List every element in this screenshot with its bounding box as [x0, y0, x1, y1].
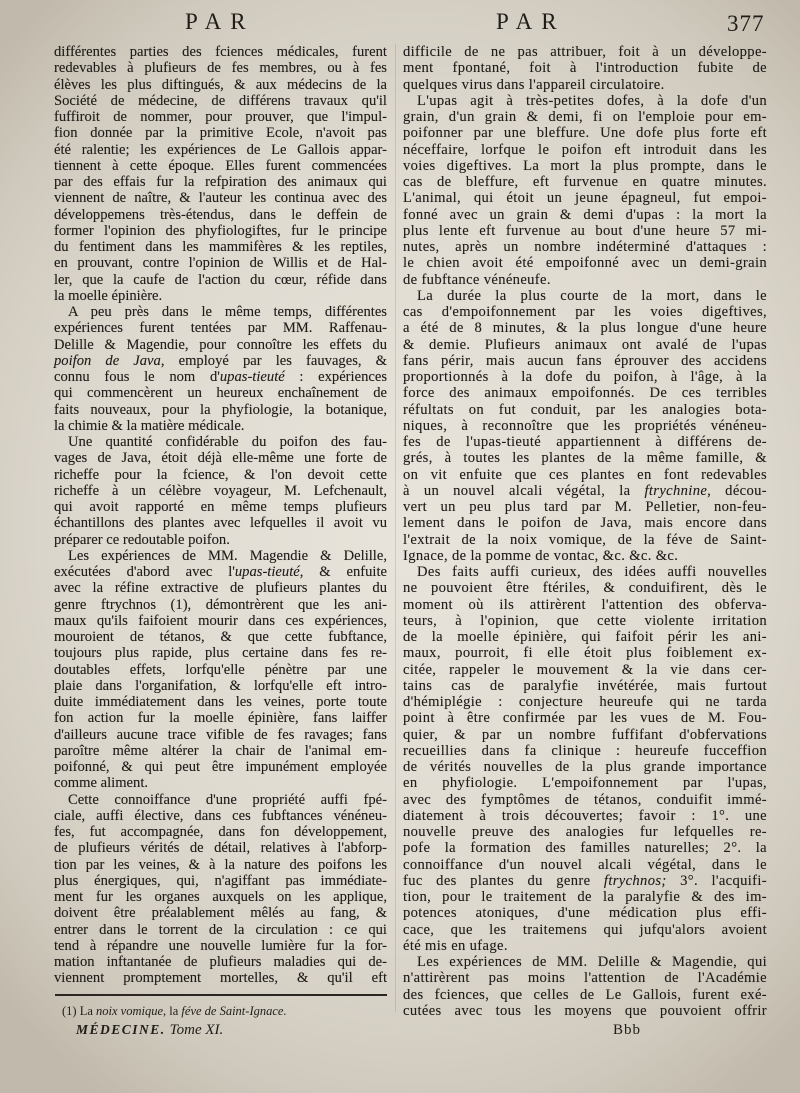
- text-line: [403, 532, 767, 548]
- line-text: réfultats on fut conduit, par les analogies bota-: [403, 401, 767, 418]
- line-text: le chien avoit été empoifonné avec un demi-grain: [403, 255, 767, 272]
- line-text: grés, à toutes les plantes de la même famille, &: [403, 450, 767, 467]
- line-text: été mis en ufage.: [403, 937, 508, 954]
- line-text: grain, d'un grain & demi, fi on l'emploie pour em-: [403, 109, 767, 125]
- text-line: [54, 369, 387, 385]
- text-line: [403, 158, 767, 174]
- line-text: de vérités nouvelles de la plus grande importance: [403, 759, 767, 775]
- italic-text: ftrychnos;: [603, 872, 667, 889]
- text-line: [54, 483, 387, 499]
- text-line: [54, 142, 387, 158]
- line-text: A peu près dans le même temps, différentes: [68, 304, 387, 320]
- text-line: [403, 710, 767, 726]
- line-text: genre ftrychnos (1), démontrèrent que les ani-: [54, 596, 387, 613]
- text-line: [403, 857, 767, 873]
- line-text: lement dans le poifon de Java, mais encore dans: [403, 515, 767, 532]
- text-line: [403, 905, 767, 921]
- text-line: [54, 857, 387, 873]
- line-text: cas d'empoifonnement par les voies digeftives,: [403, 304, 767, 320]
- running-head-left: PAR: [185, 9, 255, 34]
- page-number: 377: [727, 11, 765, 36]
- text-line: [54, 288, 387, 304]
- text-line: [403, 792, 767, 808]
- line-text: poifonner par une bleffure. Une dofe plus forte eft: [403, 125, 767, 142]
- text-line: [403, 337, 767, 353]
- line-text: [54, 353, 387, 369]
- text-line: [403, 548, 767, 564]
- line-text: ment fur les organes auxquels on les applique,: [54, 889, 387, 905]
- line-text: nouvelle preuve des analogies fur lefquelles re-: [403, 824, 767, 840]
- roman-text: , décou-: [707, 482, 767, 499]
- text-line: [54, 824, 387, 840]
- text-line: [403, 678, 767, 694]
- text-line: [403, 840, 767, 856]
- roman-text: exécutées d'abord avec l': [54, 564, 235, 580]
- text-line: [403, 93, 767, 109]
- text-line: [403, 223, 767, 239]
- line-text: quier, & par un nombre fuffifant d'obfervations: [403, 726, 767, 743]
- line-text: maux, pourroit, fi elle étoit plus foiblement ex-: [403, 645, 767, 662]
- line-text: [54, 564, 387, 580]
- text-line: [54, 532, 387, 548]
- line-text: richeffe pour la fcience, & l'on devoit cette: [54, 466, 387, 483]
- text-line: [54, 808, 387, 824]
- text-line: [54, 44, 387, 60]
- volume-number: Tome XI.: [169, 1022, 224, 1038]
- line-text: cace, que les traitemens qui jufqu'alors avoient: [403, 921, 767, 938]
- line-text: en phyfiologie. L'empoifonnement par l'upas,: [403, 775, 767, 792]
- text-line: [54, 970, 387, 986]
- text-line: [403, 970, 767, 986]
- line-text: mation inftantanée de plufieurs maladies qui de-: [54, 954, 387, 970]
- line-text: connoiffance d'un nouvel alcali végétal, dans le: [403, 856, 767, 873]
- text-line: [403, 272, 767, 288]
- text-line: [54, 613, 387, 629]
- text-line: [54, 580, 387, 596]
- italic-text: upas-tieuté: [219, 369, 285, 385]
- text-line: [403, 873, 767, 889]
- text-line: [54, 207, 387, 223]
- text-line: [54, 320, 387, 336]
- text-line: [403, 385, 767, 401]
- line-text: L'upas agit à très-petites dofes, à la dofe d'un: [417, 92, 767, 109]
- text-line: [54, 922, 387, 938]
- line-text: paroître même altérer la chair de l'animal em-: [54, 742, 387, 759]
- text-line: [54, 190, 387, 206]
- line-text: niques, à reconnoître que les propriétés vénéneu-: [403, 417, 767, 434]
- line-text: comme aliment.: [54, 775, 149, 792]
- line-text: de plufieurs vérités de détail, relatives à l'abforp-: [54, 840, 387, 857]
- line-text: la chimie & la matière médicale.: [54, 417, 245, 434]
- line-text: redevables à plufieurs de fes membres, ou à fes: [54, 60, 387, 77]
- line-text: potences atoniques, d'une médication plus effi-: [403, 905, 767, 922]
- line-text: néceffaire, lorfque le poifon eft introduit dans les: [403, 141, 767, 158]
- line-text: force des animaux empoifonnés. De ces terribles: [403, 385, 767, 402]
- line-text: difficile de ne pas attribuer, foit à un développe-: [403, 44, 767, 60]
- roman-text: , & enfuite: [299, 564, 387, 580]
- line-text: Ignace, de la pomme de vontac, &c. &c. &c.: [403, 547, 679, 564]
- line-text: mouroient de tétanos, & que cette fubftance,: [54, 629, 387, 645]
- line-text: développemens très-étendus, dans le deffein de: [54, 206, 387, 223]
- right-column: [403, 44, 767, 1019]
- line-text: recueillies dans fa clinique : heureufe fucceffion: [403, 742, 767, 759]
- text-line: [403, 450, 767, 466]
- text-line: [54, 645, 387, 661]
- line-text: moment où ils attirèrent l'attention des obferva-: [403, 596, 767, 613]
- line-text: quelques virus dans l'appareil circulatoire.: [403, 76, 665, 93]
- line-text: qui avoit rapporté en même temps plufieurs: [54, 499, 387, 515]
- line-text: maux qu'ils faifoient mourir dans ces expériences,: [54, 612, 387, 629]
- italic-text: ftrychnine: [644, 482, 708, 499]
- running-head-right: PAR: [496, 9, 566, 34]
- line-text: qui commencèrent un heureux enchaînement de: [54, 385, 387, 402]
- line-text: former l'opinion des phyfiologiftes, fur le principe: [54, 222, 387, 239]
- line-text: élèves les plus diftingués, & aux médecins de la: [54, 76, 387, 93]
- text-line: [54, 255, 387, 271]
- line-text: fion donnée par la primitive Ecole, n'avoit pas: [54, 125, 387, 142]
- line-text: d'ailleurs aucune trace vifible de fes ravages; fans: [54, 726, 387, 743]
- text-line: [54, 515, 387, 531]
- roman-text: , employé par les fauvages, &: [160, 352, 387, 369]
- italic-text: poifon de Java: [54, 352, 161, 369]
- text-line: [403, 613, 767, 629]
- text-line: [403, 434, 767, 450]
- roman-text: 3°. l'acquifi-: [666, 872, 767, 889]
- line-text: doivent être préalablement mêlés au fang, &: [54, 905, 387, 922]
- text-line: [54, 272, 387, 288]
- line-text: faits nouveaux, pour la phyfiologie, la botanique,: [54, 401, 387, 418]
- text-line: [54, 694, 387, 710]
- line-text: Les expériences de MM. Delille & Magendie, qui: [417, 954, 767, 970]
- line-text: n'attirèrent pas moins l'attention de l'Académie: [403, 970, 767, 987]
- text-line: [54, 792, 387, 808]
- text-line: [403, 207, 767, 223]
- line-text: tiennent à cette époque. Elles furent commencées: [54, 157, 387, 174]
- line-text: cutées avec tous les moyens que pouvoient offrir: [403, 1002, 767, 1019]
- text-line: [54, 77, 387, 93]
- text-line: [403, 759, 767, 775]
- text-line: [54, 840, 387, 856]
- text-line: [403, 662, 767, 678]
- line-text: Une quantité confidérable du poifon des fau-: [68, 434, 387, 450]
- text-line: [403, 239, 767, 255]
- text-line: [54, 223, 387, 239]
- line-text: vert un peu plus tard par M. Pelletier, non-feu-: [403, 499, 767, 515]
- text-line: [403, 320, 767, 336]
- text-line: [403, 824, 767, 840]
- text-line: [54, 678, 387, 694]
- roman-text: à un nouvel alcali végétal, la: [403, 482, 645, 499]
- line-text: La durée la plus courte de la mort, dans le: [417, 287, 767, 304]
- line-text: par des effais fur la refpiration des animaux qui: [54, 174, 387, 190]
- line-text: plaie dans l'organifation, & lorfqu'elle eft intro-: [54, 677, 387, 694]
- line-text: Les expériences de MM. Magendie & Delille,: [68, 547, 387, 564]
- line-text: échantillons des plantes avec lefquelles il avoit vu: [54, 515, 387, 532]
- text-line: [403, 1003, 767, 1019]
- line-text: expériences furent tentées par MM. Raffenau-: [54, 320, 387, 337]
- line-text: nutes, après un nombre indéterminé d'attaques :: [403, 239, 767, 255]
- roman-text: : expériences: [284, 369, 387, 385]
- line-text: fon action fur la moelle épinière, fans laiffer: [54, 710, 387, 727]
- text-line: [403, 418, 767, 434]
- roman-text: fuc des plantes du genre: [403, 872, 604, 889]
- text-line: [403, 987, 767, 1003]
- line-text: viennent de naître, & l'auteur les continua avec des: [54, 190, 387, 207]
- text-line: [54, 304, 387, 320]
- line-text: ler, que la caufe de l'action du cœur, réfide dans: [54, 271, 387, 288]
- line-text: ment fpontané, foit à l'introduction fubite de: [403, 60, 767, 77]
- line-text: été ralentie; les expériences de Le Gallois appar-: [54, 141, 387, 158]
- line-text: tion, pour le traitement de la paralyfie & des im-: [403, 889, 767, 905]
- text-line: [54, 743, 387, 759]
- line-text: [403, 873, 767, 889]
- text-line: [54, 125, 387, 141]
- text-line: [403, 369, 767, 385]
- line-text: l'extrait de la noix vomique, de la féve de Saint-: [403, 531, 767, 548]
- line-text: ciale, auffi élective, dans ces fubftances vénéneu-: [54, 807, 387, 824]
- text-line: [54, 889, 387, 905]
- text-line: [54, 467, 387, 483]
- line-text: Société de médecine, de différens travaux qu'il: [54, 92, 387, 109]
- line-text: on vit enfuite que ces plantes en font redevables: [403, 466, 767, 483]
- line-text: voies digeftives. La mort la plus prompte, dans le: [403, 157, 767, 174]
- line-text: & demie. Plufieurs animaux ont avalé de l'upas: [403, 336, 767, 353]
- signature-mark: Bbb: [613, 1022, 642, 1038]
- text-line: [403, 597, 767, 613]
- text-line: [403, 125, 767, 141]
- line-text: citée, rappeler le mouvement & la vie dans cer-: [403, 661, 767, 678]
- line-text: [403, 483, 767, 499]
- line-text: L'animal, qui étoit un jeune épagneul, fut empoi-: [403, 190, 767, 207]
- footnote: [62, 1003, 287, 1019]
- line-text: plus énergiques, qui, n'agiffant pas immédiate-: [54, 872, 387, 889]
- text-line: [403, 580, 767, 596]
- text-line: [403, 629, 767, 645]
- left-column: [54, 44, 387, 987]
- text-line: [54, 337, 387, 353]
- text-line: [54, 662, 387, 678]
- text-line: [403, 353, 767, 369]
- line-text: ne pouvoient être ftériles, & conduifirent, dès le: [403, 580, 767, 597]
- text-line: [54, 775, 387, 791]
- text-line: [403, 922, 767, 938]
- text-line: [54, 418, 387, 434]
- line-text: du fentiment dans les mammifères & les reptiles,: [54, 239, 387, 255]
- text-line: [403, 938, 767, 954]
- text-line: [54, 905, 387, 921]
- line-text: teurs, à l'opinion, que cette violente irritation: [403, 612, 767, 629]
- text-line: [403, 142, 767, 158]
- text-line: [403, 304, 767, 320]
- line-text: différentes parties des fciences médicales, furent: [54, 44, 387, 60]
- text-line: [403, 77, 767, 93]
- line-text: tion par les veines, & à la nature des poifons les: [54, 856, 387, 873]
- footnote-text: , la: [163, 1004, 182, 1018]
- line-text: de la moelle épinière, qui faifoit périr les ani-: [403, 629, 767, 645]
- text-line: [54, 93, 387, 109]
- text-line: [54, 597, 387, 613]
- line-text: proportionnés à la dofe du poifon, à l'âge, à la: [403, 369, 767, 385]
- line-text: duite immédiatement dans les veines, porte toute: [54, 694, 387, 710]
- text-line: [54, 385, 387, 401]
- text-line: [54, 629, 387, 645]
- line-text: d'hémiplégie : conjecture heureufe qui ne tarda: [403, 694, 767, 710]
- line-text: entrer dans le torrent de la circulation : ce qui: [54, 921, 387, 938]
- text-line: [403, 288, 767, 304]
- line-text: Des faits auffi curieux, des idées auffi nouvelles: [417, 564, 767, 580]
- text-line: [403, 645, 767, 661]
- text-line: [403, 564, 767, 580]
- line-text: tains cas de paralyfie invétérée, mais furtout: [403, 677, 767, 694]
- text-line: [403, 109, 767, 125]
- line-text: cas de bleffure, eft furvenue en quatre minutes.: [403, 174, 767, 190]
- text-line: [54, 710, 387, 726]
- line-text: fonné avec un grain & demi d'upas : la mort la: [403, 206, 767, 223]
- text-line: [54, 109, 387, 125]
- line-text: diatement à trois découvertes; favoir : 1°. une: [403, 807, 767, 824]
- text-line: [54, 158, 387, 174]
- text-line: [403, 727, 767, 743]
- line-text: préparer ce redoutable poifon.: [54, 531, 230, 548]
- text-line: [403, 954, 767, 970]
- italic-text: upas-tieuté: [234, 564, 300, 580]
- footnote-italic-text: noix vomique: [96, 1004, 164, 1018]
- line-text: avec la réfine extractive de plufieurs plantes du: [54, 580, 387, 597]
- line-text: toujours plus rapide, plus certaine dans fes re-: [54, 645, 387, 662]
- line-text: doutables effets, lorfqu'elle pénètre par une: [54, 661, 387, 678]
- footnote-italic-text: féve de Saint-Ignace.: [181, 1004, 287, 1018]
- text-line: [54, 353, 387, 369]
- column-rule: [395, 44, 396, 1012]
- line-text: poifonné, & qui peut être impunément employée: [54, 759, 387, 775]
- text-line: [54, 60, 387, 76]
- text-line: [403, 174, 767, 190]
- text-line: [54, 938, 387, 954]
- line-text: tend à répandre une nouvelle lumière fur la for-: [54, 937, 387, 954]
- text-line: [403, 775, 767, 791]
- line-text: fans périr, mais aucun fans éprouver des accidens: [403, 352, 767, 369]
- line-text: des fciences, que celles de Le Gallois, furent exé-: [403, 986, 767, 1003]
- line-text: la moelle épinière.: [54, 287, 163, 304]
- line-text: plus lente eft furvenue au bout d'une heure 57 mi-: [403, 222, 767, 239]
- line-text: fes de l'upas-tieuté appartiennent à différens de-: [403, 434, 767, 450]
- text-line: [403, 467, 767, 483]
- text-line: [54, 434, 387, 450]
- line-text: de fubftance vénéneufe.: [403, 271, 551, 288]
- text-line: [403, 515, 767, 531]
- line-text: fes, fut accompagnée, dans fon développement,: [54, 824, 387, 840]
- line-text: Delille & Magendie, pour connoître les effets du: [54, 336, 387, 353]
- text-line: [54, 548, 387, 564]
- footnote-text: (1) La: [62, 1004, 97, 1018]
- line-text: pofe la formation des familles naturelles; 2°. la: [403, 840, 767, 857]
- text-line: [54, 873, 387, 889]
- volume-line: [76, 1021, 223, 1039]
- text-line: [403, 60, 767, 76]
- text-line: [403, 255, 767, 271]
- line-text: en prouvant, contre l'opinion de Willis et de Hal-: [54, 255, 387, 272]
- volume-title: MÉDECINE.: [76, 1022, 166, 1037]
- text-line: [403, 743, 767, 759]
- text-line: [54, 450, 387, 466]
- text-line: [54, 564, 387, 580]
- text-line: [403, 483, 767, 499]
- text-line: [54, 727, 387, 743]
- line-text: [54, 369, 387, 385]
- line-text: point à être confirmée par les vues de M. Fou-: [403, 710, 767, 727]
- text-line: [54, 759, 387, 775]
- text-line: [403, 808, 767, 824]
- line-text: richeffe à un célèbre voyageur, M. Lefchenault,: [54, 482, 387, 499]
- line-text: fuffiroit de nommer, pour prouver, que l'impul-: [54, 109, 387, 125]
- text-line: [403, 694, 767, 710]
- text-line: [403, 44, 767, 60]
- text-line: [54, 239, 387, 255]
- line-text: a été de 8 minutes, & la plus longue d'une heure: [403, 320, 767, 337]
- line-text: avec des fymptômes de tétanos, conduifit immé-: [403, 791, 767, 808]
- footnote-rule: [55, 994, 387, 996]
- text-line: [403, 402, 767, 418]
- text-line: [54, 174, 387, 190]
- line-text: Cette connoiffance d'une propriété auffi fpé-: [68, 791, 387, 808]
- roman-text: connu fous le nom d': [54, 369, 220, 385]
- text-line: [54, 402, 387, 418]
- text-line: [403, 190, 767, 206]
- text-line: [54, 499, 387, 515]
- text-line: [54, 954, 387, 970]
- line-text: vages de Java, étoit déjà elle-même une forte de: [54, 450, 387, 467]
- line-text: viennent promptement mortelles, & qu'il eft: [54, 970, 387, 987]
- text-line: [403, 499, 767, 515]
- text-line: [403, 889, 767, 905]
